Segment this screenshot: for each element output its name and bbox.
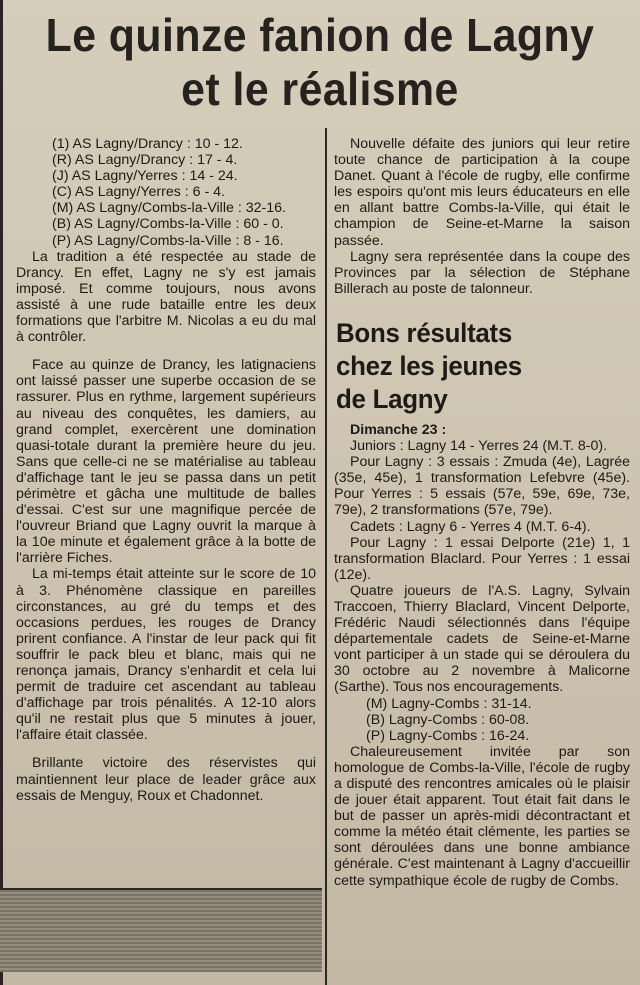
youth-paragraph: Pour Lagny : 3 essais : Zmuda (4e), Lagrée (35e, 45e), 1 transformation Lefebvre (45e). Pour Yerres : 5 essais (57e, 59e, 69e, 73e, 79e), 2 transformations (57e, 79e).	[334, 454, 630, 519]
match-day-label: Dimanche 23 :	[350, 421, 447, 438]
headline-line-2: et le réalisme	[181, 63, 459, 115]
youth-heading-line-2: chez les jeunes	[336, 350, 522, 381]
result-line: (1) AS Lagny/Drancy : 10 - 12.	[52, 136, 243, 152]
halftone-panel	[0, 888, 322, 972]
left-column	[16, 136, 316, 804]
result-line: (B) Lagny-Combs : 60-08.	[366, 711, 530, 728]
result-line: (M) Lagny-Combs : 31-14.	[366, 695, 532, 712]
result-line: (P) AS Lagny/Combs-la-Ville : 8 - 16.	[52, 232, 284, 249]
article-paragraph: Face au quinze de Drancy, les latignaciens ont laissé passer une superbe occasion de se rassurer. Plus en rythme, largement supérieurs au niveau des conquêtes, les damiers, au grand complet, exercèrent une domination quasi-totale durant la première heure du jeu. Sans que celle-ci ne se matérialise au tableau d'affichage tant le jeu se passa dans un petit périmètre et gâcha une multitude de balles d'essai. C'est sur une magnifique percée de l'ouvreur Briand que Lagny ouvrit la marque à la 10e minute et également grâce à la botte de l'arrière Fiches.	[16, 357, 316, 567]
article-paragraph: Nouvelle défaite des juniors qui leur retire toute chance de participation à la coupe Danet. Quant à l'école de rugby, elle confirme les espoirs qu'ont mis leurs éducateurs en elle en allant battre Combs-la-Ville, qui était le champion de Seine-et-Marne la saison passée.	[334, 136, 630, 249]
spacer	[16, 743, 316, 755]
result-line: (B) AS Lagny/Combs-la-Ville : 60 - 0.	[52, 216, 284, 233]
school-results-list	[334, 696, 630, 744]
match-results-list	[16, 136, 316, 249]
headline-line-1: Le quinze fanion de Lagny	[45, 9, 595, 61]
youth-paragraph: Juniors : Lagny 14 - Yerres 24 (M.T. 8-0).	[350, 438, 608, 455]
result-line: (P) Lagny-Combs : 16-24.	[366, 727, 530, 744]
result-line: (R) AS Lagny/Drancy : 17 - 4.	[52, 152, 238, 169]
column-divider	[325, 128, 327, 985]
youth-heading-line-3: de Lagny	[336, 383, 448, 414]
result-line: (J) AS Lagny/Yerres : 14 - 24.	[52, 168, 238, 185]
article-paragraph: La mi-temps était atteinte sur le score de 10 à 3. Phénomène classique en pareilles circonstances, au gré du temps et des occasions perdues, les rouges de Drancy prirent confiance. A l'instar de leur pack qui fit souffrir le pack bleu et blanc, mais qui ne renonça jamais, Drancy s'enhardit et cela lui permit de traduire cet ascendant au tableau d'affichage par trois pénalités. A 12-10 alors qu'il ne restait plus que 5 minutes à jouer, l'affaire était classée.	[16, 566, 316, 744]
youth-paragraph: Chaleureusement invitée par son homologue de Combs-la-Ville, l'école de rugby a disputé des rencontres amicales où le plaisir de jouer était apparent. Tout était fait dans le but de passer un après-midi décontractant et comme la météo était clémente, les parties se sont déroulées dans une bonne ambiance générale. C'est maintenant à Lagny d'accueillir cette sympathique école de rugby de Combs.	[334, 743, 630, 889]
article-paragraph: Brillante victoire des réservistes qui maintiennent leur place de leader grâce aux essais de Menguy, Roux et Chadonnet.	[16, 755, 316, 804]
article-headline	[22, 8, 617, 116]
youth-heading-line-1: Bons résultats	[336, 317, 513, 348]
right-column	[334, 136, 630, 889]
spacer	[16, 345, 316, 357]
article-paragraph: Lagny sera représentée dans la coupe des Provinces par la sélection de Stéphane Billerach au poste de talonneur.	[334, 248, 630, 297]
youth-article-heading	[336, 317, 618, 416]
left-edge-rule	[0, 0, 3, 985]
youth-paragraph: Cadets : Lagny 6 - Yerres 4 (M.T. 6-4).	[350, 518, 591, 535]
youth-paragraph: Pour Lagny : 1 essai Delporte (21e) 1, 1 transformation Blaclard. Pour Yerres : 1 essai (12e).	[334, 534, 630, 583]
result-line: (M) AS Lagny/Combs-la-Ville : 32-16.	[52, 200, 286, 217]
result-line: (C) AS Lagny/Yerres : 6 - 4.	[52, 184, 225, 201]
article-paragraph: La tradition a été respectée au stade de Drancy. En effet, Lagny ne s'y est jamais imposé. Et comme toujours, nous avons assisté à une rude bataille entre les deux formations que l'arbitre M. Nicolas a eu du mal à contrôler.	[16, 248, 316, 346]
youth-paragraph: Quatre joueurs de l'A.S. Lagny, Sylvain Traccoen, Thierry Blaclard, Vincent Delporte, Frédéric Naudi sélectionnés dans l'équipe départementale cadets de Seine-et-Marne vont participer à un stade qui se déroulera du 30 octobre au 2 novembre à Malicorne (Sarthe). Tous nos encouragements.	[334, 582, 630, 696]
